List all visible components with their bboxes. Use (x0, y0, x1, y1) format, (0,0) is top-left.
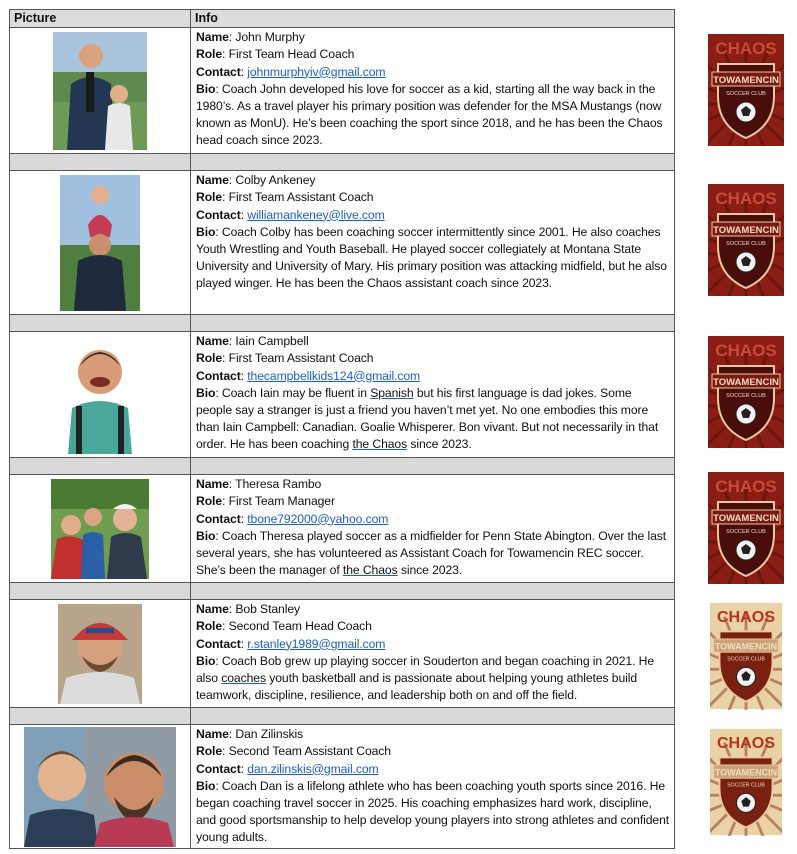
contact-line: Contact: r.stanley1989@gmail.com (196, 636, 386, 651)
info-cell (191, 475, 675, 583)
picture-cell (10, 475, 191, 583)
coach-name: Colby Ankeney (235, 173, 316, 188)
logo-club: SOCCER CLUB (726, 393, 766, 399)
club-logo (710, 728, 782, 836)
info-cell (191, 725, 675, 849)
logo-town: TOWAMENCIN (714, 767, 778, 778)
logo-club: SOCCER CLUB (726, 91, 766, 97)
coach-role: First Team Manager (228, 494, 335, 509)
role-line: Role: Second Team Assistant Coach (196, 744, 391, 759)
name-line: Name: Theresa Rambo (196, 477, 322, 492)
coach-role: First Team Head Coach (228, 47, 355, 62)
logo-title: CHAOS (715, 39, 777, 58)
coach-role: Second Team Assistant Coach (228, 744, 391, 759)
coach-name: Iain Campbell (235, 334, 309, 349)
logo-title: CHAOS (715, 477, 777, 496)
coach-role: First Team Assistant Coach (228, 351, 374, 366)
contact-line: Contact: johnmurphyiv@gmail.com (196, 64, 386, 79)
logo-club: SOCCER CLUB (727, 656, 765, 663)
info-cell (191, 332, 675, 458)
role-line: Role: First Team Assistant Coach (196, 351, 374, 366)
role-line: Role: First Team Head Coach (196, 47, 355, 62)
email-link[interactable]: dan.zilinskis@gmail.com (247, 761, 379, 776)
coach-name: Bob Stanley (235, 602, 300, 617)
coach-name: Theresa Rambo (235, 477, 322, 492)
info-cell (191, 171, 675, 315)
separator-row (10, 315, 675, 332)
club-logo (710, 602, 782, 710)
coach-photo (58, 604, 142, 704)
logo-town: TOWAMENCIN (713, 225, 779, 236)
logo-town: TOWAMENCIN (713, 377, 779, 388)
picture-cell (10, 28, 191, 154)
logo-club: SOCCER CLUB (726, 241, 766, 247)
club-logo (708, 34, 784, 146)
coach-role: Second Team Head Coach (228, 619, 372, 634)
table-row (10, 475, 675, 583)
logo-club: SOCCER CLUB (726, 529, 766, 535)
club-logo (708, 184, 784, 296)
role-line: Role: Second Team Head Coach (196, 619, 372, 634)
separator-row (10, 154, 675, 171)
logo-town: TOWAMENCIN (713, 75, 779, 86)
bio-text: Bio: Coach Bob grew up playing soccer in Souderton and began coaching in 2021. He also coaches youth basketball and is passionate about helping young athletes build teamwork, discipline, resilience, and leadership both on and off the field. (196, 653, 655, 703)
header-row (10, 10, 675, 28)
email-link[interactable]: r.stanley1989@gmail.com (247, 636, 386, 651)
email-link[interactable]: thecampbellkids124@gmail.com (247, 368, 421, 383)
coaches-table (9, 9, 675, 849)
club-logo (708, 336, 784, 448)
bio-text: Bio: Coach Theresa played soccer as a midfielder for Penn State Abington. Over the last several years, she has volunteered as Assistant Coach for Towamencin REC soccer. She’s been the manager of the Chaos since 2023. (196, 528, 667, 578)
name-line: Name: Dan Zilinskis (196, 727, 304, 742)
contact-line: Contact: thecampbellkids124@gmail.com (196, 368, 421, 383)
role-line: Role: First Team Manager (196, 494, 335, 509)
logo-town: TOWAMENCIN (714, 641, 778, 652)
header-info: Info (191, 10, 675, 28)
picture-cell (10, 600, 191, 708)
picture-cell (10, 171, 191, 315)
logo-town: TOWAMENCIN (713, 513, 779, 524)
separator-row (10, 708, 675, 725)
table-row (10, 600, 675, 708)
picture-cell (10, 332, 191, 458)
coach-photo (24, 727, 176, 847)
club-logo (708, 472, 784, 584)
table-row (10, 332, 675, 458)
logo-title: CHAOS (715, 341, 777, 360)
contact-line: Contact: tbone792000@yahoo.com (196, 511, 389, 526)
bio-text: Bio: Coach Iain may be fluent in Spanish but his first language is dad jokes. Some people say a stranger is just a friend you haven’t met yet. No one embodies this more than Iain Campbell: Canadian. Goalie Whisperer. Bon vivant. But not necessarily in that order. He has been coaching the Chaos since 2023. (196, 385, 659, 452)
logo-title: CHAOS (716, 733, 776, 752)
table-row (10, 28, 675, 154)
role-line: Role: First Team Assistant Coach (196, 190, 374, 205)
info-cell (191, 28, 675, 154)
bio-text: Bio: Coach Colby has been coaching soccer intermittently since 2001. He also coaches Youth Wrestling and Youth Baseball. He played soccer collegiately at Montana State University and University of Mary. His primary position was attacking midfield, but he also played winger. He has been the Chaos assistant coach since 2023. (196, 224, 667, 291)
contact-line: Contact: williamankeney@live.com (196, 207, 385, 222)
logo-club: SOCCER CLUB (727, 782, 765, 789)
name-line: Name: Bob Stanley (196, 602, 300, 617)
coach-name: John Murphy (235, 30, 305, 45)
table-row (10, 171, 675, 315)
bio-text: Bio: Coach John developed his love for soccer as a kid, starting all the way back in the 1980’s. As a travel player his primary position was defender for the MSA Mustangs (now known as MonU). He’s been coaching the sport since 2018, and he has been the Chaos head coach since 2023. (196, 81, 663, 148)
info-cell (191, 600, 675, 708)
contact-line: Contact: dan.zilinskis@gmail.com (196, 761, 379, 776)
coach-photo (60, 175, 140, 311)
logo-title: CHAOS (715, 189, 777, 208)
email-link[interactable]: williamankeney@live.com (247, 207, 385, 222)
email-link[interactable]: tbone792000@yahoo.com (247, 511, 389, 526)
coach-photo (51, 479, 149, 579)
logo-title: CHAOS (716, 607, 776, 626)
email-link[interactable]: johnmurphyiv@gmail.com (247, 64, 386, 79)
header-picture: Picture (10, 10, 191, 28)
name-line: Name: Iain Campbell (196, 334, 309, 349)
separator-row (10, 458, 675, 475)
bio-text: Bio: Coach Dan is a lifelong athlete who has been coaching youth sports since 2016. He began coaching travel soccer in 2025. His coaching emphasizes hard work, discipline, and good sportsmanship to help develop young players into strong athletes and confident young adults. (196, 778, 670, 845)
separator-row (10, 583, 675, 600)
coach-photo (53, 32, 147, 150)
table-row (10, 725, 675, 849)
picture-cell (10, 725, 191, 849)
coach-photo (66, 336, 134, 454)
coach-name: Dan Zilinskis (235, 727, 304, 742)
name-line: Name: Colby Ankeney (196, 173, 316, 188)
name-line: Name: John Murphy (196, 30, 305, 45)
coach-role: First Team Assistant Coach (228, 190, 374, 205)
